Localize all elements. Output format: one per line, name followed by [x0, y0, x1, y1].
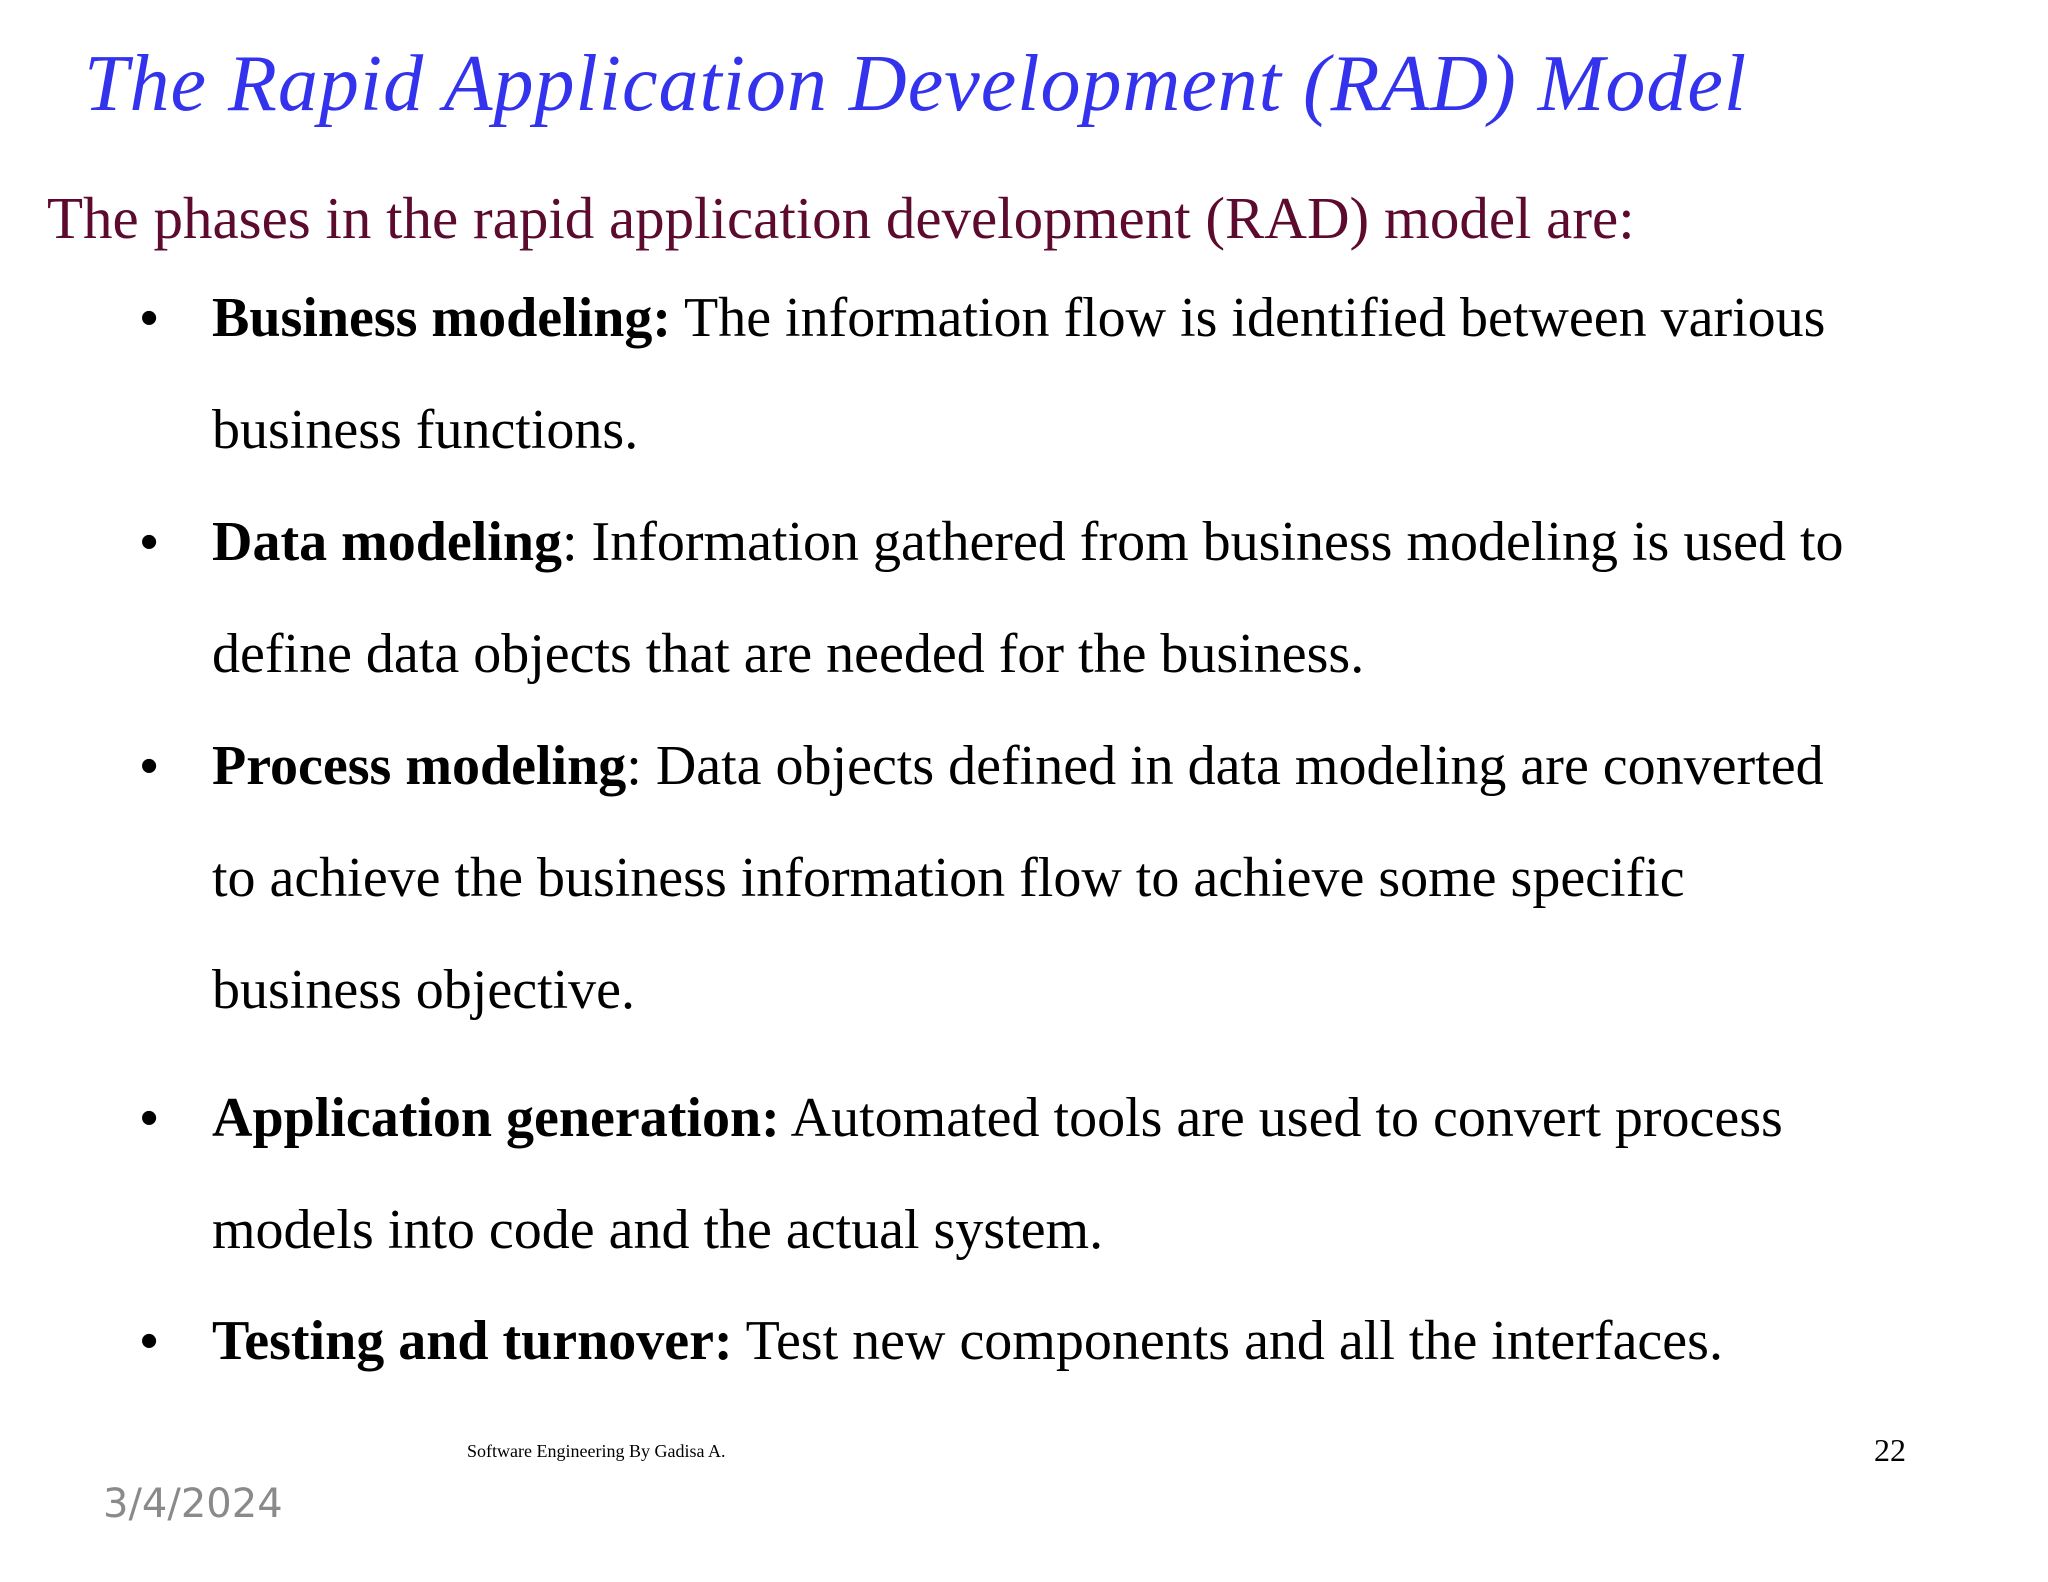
slide-date: 3/4/2024	[103, 1481, 283, 1527]
phase-description: : Data objects defined in data modeling are converted	[626, 735, 1824, 797]
phase-line	[212, 262, 1825, 374]
phase-line	[212, 710, 1824, 822]
phase-line: models into code and the actual system.	[212, 1199, 1104, 1261]
phase-line: to achieve the business information flow to achieve some specific	[212, 847, 1685, 909]
phase-text	[212, 262, 1825, 486]
intro-text: The phases in the rapid application development (RAD) model are:	[47, 185, 1635, 251]
bullet-icon: •	[140, 513, 159, 571]
phase-line	[212, 1062, 1783, 1174]
phase-line	[212, 486, 1844, 598]
phase-description: : Information gathered from business modeling is used to	[562, 511, 1844, 573]
phase-name: Application generation:	[212, 1087, 780, 1149]
bullet-icon: •	[140, 1089, 159, 1147]
phase-line: business functions.	[212, 399, 639, 461]
phase-text	[212, 486, 1844, 710]
bullet-icon: •	[140, 1312, 159, 1370]
bullet-icon: •	[140, 289, 159, 347]
phase-line: business objective.	[212, 959, 636, 1021]
phase-text	[212, 1285, 1723, 1397]
phase-name: Business modeling:	[212, 287, 671, 349]
page-number: 22	[1874, 1432, 1906, 1468]
phase-description: Automated tools are used to convert process	[779, 1087, 1783, 1149]
phase-name: Process modeling	[212, 735, 627, 797]
phase-name: Testing and turnover:	[212, 1310, 733, 1372]
phase-description: The information flow is identified between various	[671, 287, 1826, 349]
slide-title: The Rapid Application Development (RAD) Model	[84, 40, 1748, 128]
phase-line: define data objects that are needed for the business.	[212, 623, 1365, 685]
footer-text: Software Engineering By Gadisa A.	[467, 1441, 726, 1461]
phase-text	[212, 710, 1824, 1046]
bullet-icon: •	[140, 737, 159, 795]
phase-line	[212, 1285, 1723, 1397]
phase-description: Test new components and all the interfaces.	[732, 1310, 1723, 1372]
phase-name: Data modeling	[212, 511, 562, 573]
phase-text	[212, 1062, 1783, 1286]
